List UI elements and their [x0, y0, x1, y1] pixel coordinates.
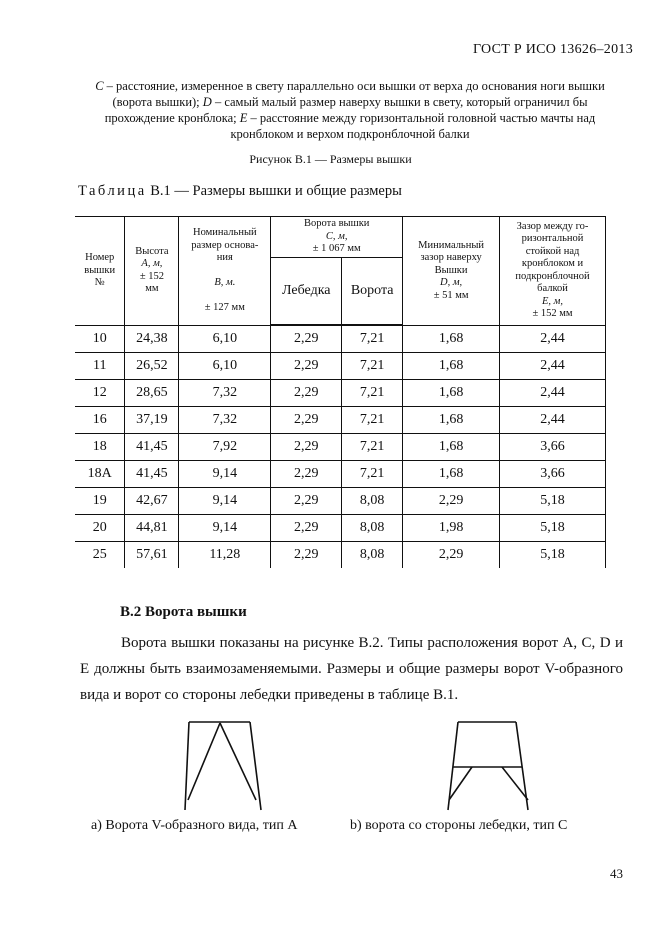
table-cell: 11: [75, 353, 125, 380]
table-cell: 1,68: [403, 325, 500, 353]
table-cell: 6,10: [179, 353, 271, 380]
table-cell: 9,14: [179, 515, 271, 542]
table-cell: 7,32: [179, 407, 271, 434]
section-heading: В.2 Ворота вышки: [120, 604, 247, 620]
table-cell: 10: [75, 325, 125, 353]
figure-title: Рисунок В.1 — Размеры вышки: [249, 152, 412, 166]
table-cell: 18A: [75, 461, 125, 488]
table-cell: 3,66: [500, 461, 606, 488]
table-cell: 24,38: [125, 325, 179, 353]
table-cell: 2,29: [403, 488, 500, 515]
section-paragraph: Ворота вышки показаны на рисунке В.2. Типы расположения ворот А, С, D и Е должны быть взаимозаменяемыми. Размеры и общие размеры ворот V-образного вида и ворот со стороны лебедки приведены в таблице В.1.: [80, 635, 623, 703]
table-cell: 7,21: [342, 353, 403, 380]
table-cell: 2,44: [500, 353, 606, 380]
winch-gate-diagram: [448, 722, 528, 810]
table-cell: 28,65: [125, 380, 179, 407]
var-c: C: [95, 79, 104, 93]
table-cell: 20: [75, 515, 125, 542]
table-cell: 12: [75, 380, 125, 407]
table-cell: 26,52: [125, 353, 179, 380]
table-cell: 8,08: [342, 488, 403, 515]
table-cell: 2,29: [271, 325, 342, 353]
table-cell: 5,18: [500, 515, 606, 542]
table-cell: 41,45: [125, 434, 179, 461]
table-cell: 3,66: [500, 434, 606, 461]
header-beam-clearance: Зазор между го- ризонтальной стойкой над кронблоком и подкронблочной балкой E, м, ± 152 мм: [500, 217, 606, 326]
table-cell: 16: [75, 407, 125, 434]
table-cell: 7,21: [342, 434, 403, 461]
table-cell: 8,08: [342, 515, 403, 542]
table-cell: 7,92: [179, 434, 271, 461]
header-derrick-number: Номер вышки №: [75, 217, 125, 326]
table-cell: 2,29: [271, 353, 342, 380]
table-title-rest: В.1 — Размеры вышки и общие размеры: [146, 183, 402, 199]
table-cell: 25: [75, 542, 125, 569]
table-cell: 18: [75, 434, 125, 461]
table-cell: 57,61: [125, 542, 179, 569]
table-cell: 7,21: [342, 407, 403, 434]
table-cell: 2,29: [271, 461, 342, 488]
table-cell: 2,44: [500, 407, 606, 434]
standard-header: ГОСТ Р ИСО 13626–2013: [472, 42, 633, 57]
table-cell: 2,29: [271, 434, 342, 461]
table-cell: 1,98: [403, 515, 500, 542]
table-cell: 37,19: [125, 407, 179, 434]
table-cell: 2,29: [271, 380, 342, 407]
table-cell: 1,68: [403, 434, 500, 461]
table-cell: 2,44: [500, 380, 606, 407]
table-cell: 11,28: [179, 542, 271, 569]
caption-part-e: – расстояние между горизонтальной головной частью мачты над кронблоком и верхом подкронблочной балки: [230, 111, 596, 141]
table-cell: 1,68: [403, 407, 500, 434]
table-cell: 44,81: [125, 515, 179, 542]
table-cell: 2,44: [500, 325, 606, 353]
table-cell: 41,45: [125, 461, 179, 488]
header-min-clearance: Минимальный зазор наверху Вышки D, м, ± 51 мм: [403, 217, 500, 326]
table-cell: 7,21: [342, 380, 403, 407]
table-cell: 5,18: [500, 542, 606, 569]
figure-a-caption: a) Ворота V-образного вида, тип А: [91, 818, 298, 833]
table-cell: 7,21: [342, 461, 403, 488]
table-cell: 9,14: [179, 461, 271, 488]
table-cell: 2,29: [271, 515, 342, 542]
table-cell: 9,14: [179, 488, 271, 515]
table-cell: 6,10: [179, 325, 271, 353]
caption-part-c: – расстояние, измеренное в свету параллельно оси вышки от верха до основания ноги вышки (ворота вышки);: [103, 79, 605, 109]
header-height: Высота A, м, ± 152 мм: [125, 217, 179, 326]
var-e: E: [239, 111, 248, 125]
header-gate-gate: Ворота: [342, 258, 403, 326]
var-d: D: [202, 95, 212, 109]
table-cell: 42,67: [125, 488, 179, 515]
table-cell: 2,29: [403, 542, 500, 569]
table-cell: 1,68: [403, 380, 500, 407]
table-cell: 1,68: [403, 461, 500, 488]
table-cell: 2,29: [271, 407, 342, 434]
header-base-size: Номинальный размер основа- ния B, м. ± 127 мм: [179, 217, 271, 326]
table-cell: 2,29: [271, 542, 342, 569]
table-cell: 5,18: [500, 488, 606, 515]
header-gate: Ворота вышки C, м, ± 1 067 мм: [271, 217, 403, 258]
header-gate-winch: Лебедка: [271, 258, 342, 326]
page-number: 43: [610, 866, 623, 881]
table-cell: 8,08: [342, 542, 403, 569]
table-cell: 1,68: [403, 353, 500, 380]
v-gate-diagram: [185, 722, 261, 810]
table-cell: 7,32: [179, 380, 271, 407]
table-title-word: Таблица: [78, 183, 147, 199]
caption-part-d: – самый малый размер наверху вышки в свету, который ограничил бы прохождение кронблока;: [104, 95, 588, 125]
table-cell: 19: [75, 488, 125, 515]
figure-b-caption: b) ворота со стороны лебедки, тип С: [350, 818, 568, 833]
table-cell: 2,29: [271, 488, 342, 515]
table-cell: 7,21: [342, 325, 403, 353]
